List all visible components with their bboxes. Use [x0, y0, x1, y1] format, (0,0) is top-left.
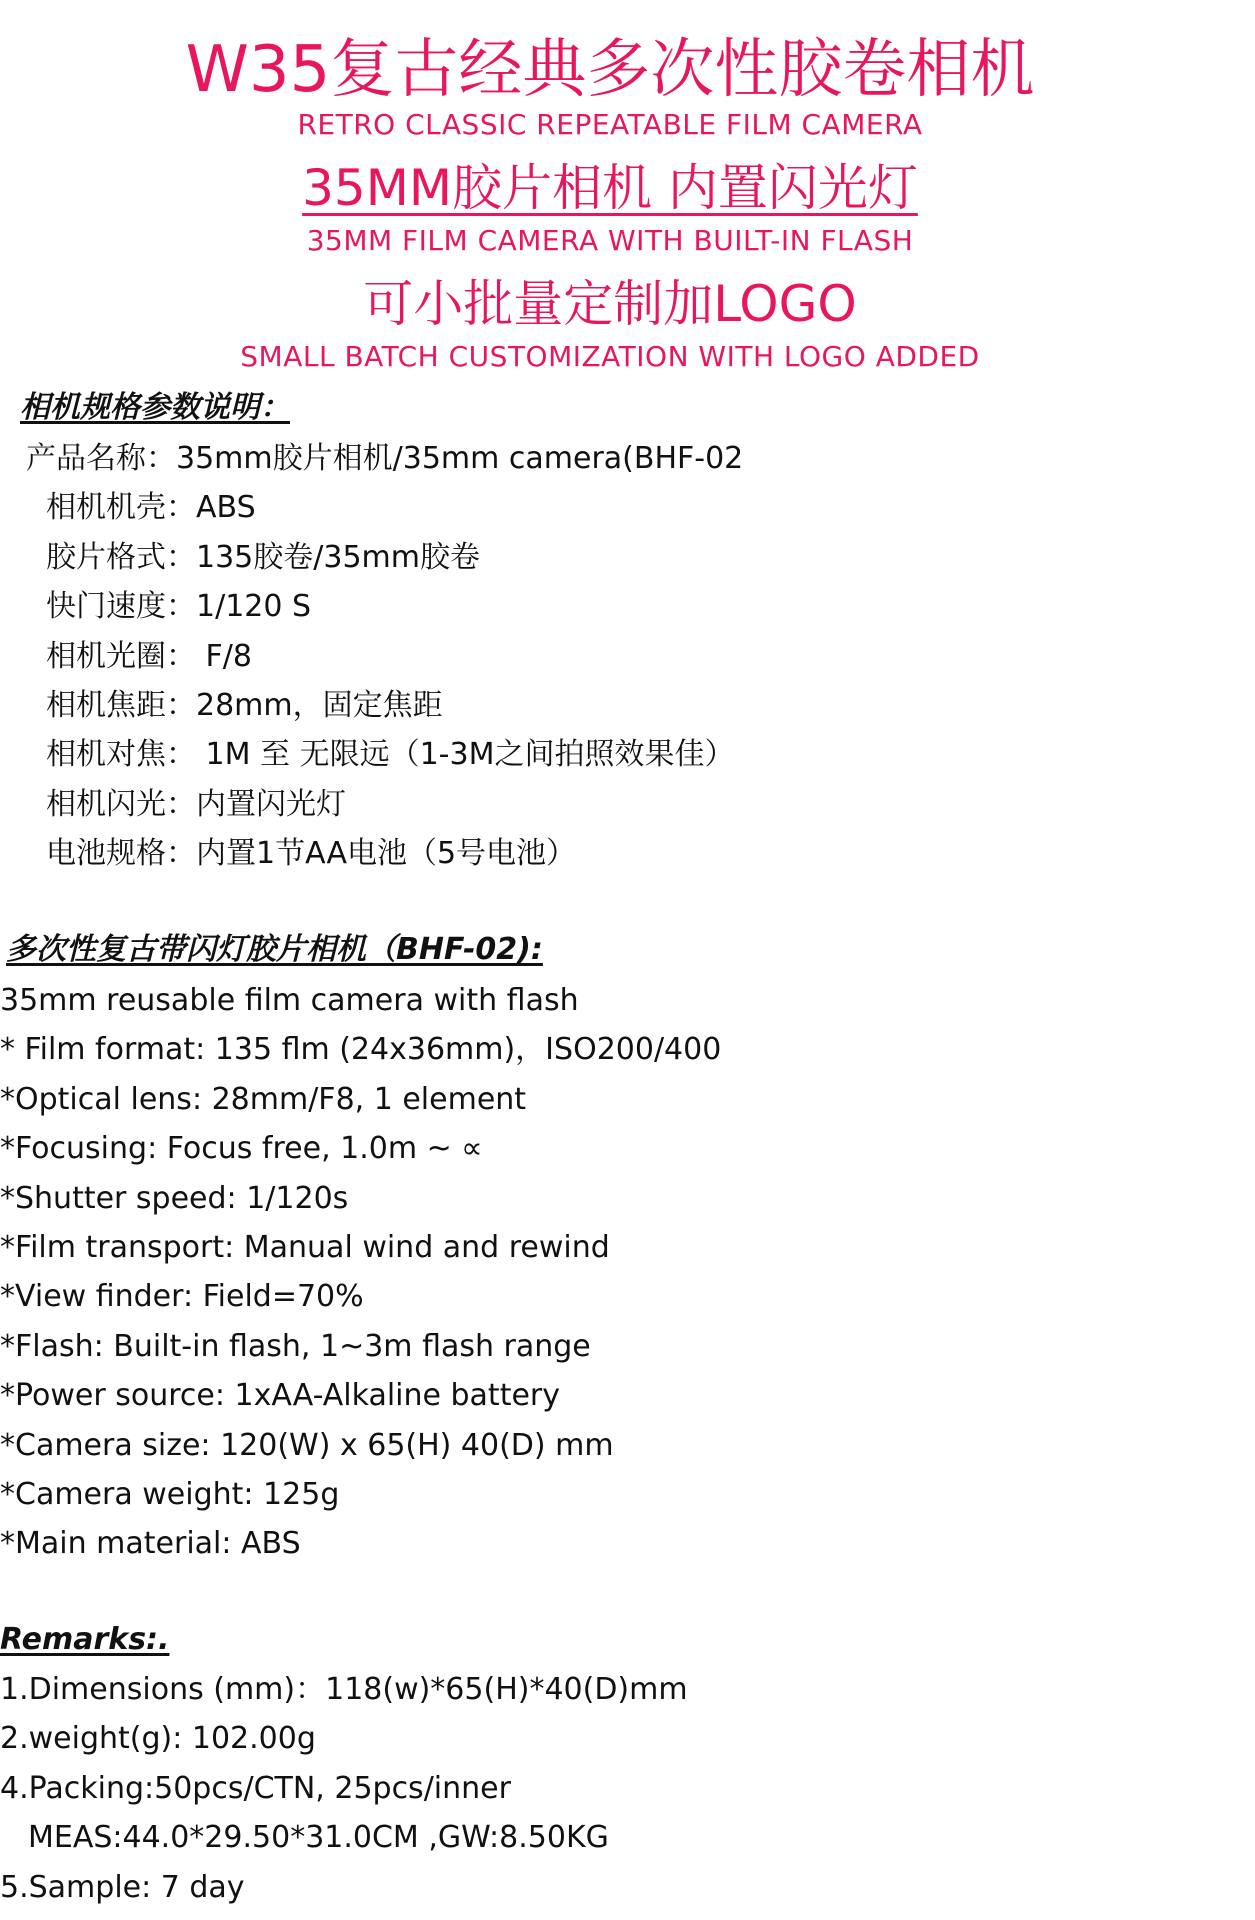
en-section-heading: 多次性复古带闪灯胶片相机（BHF-02): [6, 932, 543, 967]
spec-label: 快门速度： [46, 589, 196, 625]
spec-item-shell [26, 483, 743, 532]
remarks-line: 1.Dimensions (mm)：118(w)*65(H)*40(D)mm [0, 1672, 688, 1707]
en-spec-line: *Shutter speed: 1/120s [0, 1180, 349, 1216]
spec-item-shutter-speed [26, 582, 743, 631]
customization-cn: 可小批量定制加LOGO [363, 275, 857, 333]
spec-item-focal-length [26, 681, 743, 730]
spec-value: 内置1节AA电池（5号电池） [196, 836, 577, 872]
spec-value: 1M 至 无限远（1-3M之间拍照效果佳） [196, 737, 735, 773]
spec-label: 相机焦距： [46, 687, 196, 723]
en-spec-line: *Main material: ABS [0, 1526, 301, 1562]
en-spec-line: *Power source: 1xAA-Alkaline battery [0, 1378, 560, 1414]
en-spec-line: *View finder: Field=70% [0, 1279, 364, 1315]
spec-value: 1/120 S [196, 589, 312, 625]
en-spec-line: *Camera size: 120(W) x 65(H) 40(D) mm [0, 1427, 614, 1463]
spec-value: 28mm，固定焦距 [196, 687, 443, 723]
subtitle-cn: 35MM胶片相机 内置闪光灯 [302, 159, 918, 217]
spec-item-flash [26, 780, 743, 829]
spec-label: 相机机壳： [46, 490, 196, 526]
en-spec-line: 35mm reusable film camera with flash [0, 983, 579, 1018]
spec-label: 相机光圈： [46, 638, 196, 674]
spec-item-battery [26, 829, 743, 878]
spec-item-film-format [26, 533, 743, 582]
en-spec-line: *Film transport: Manual wind and rewind [0, 1229, 610, 1265]
en-spec-line: * Film format: 135 flm (24x36mm)，ISO200/400 [0, 1032, 722, 1068]
en-spec-line: *Optical lens: 28mm/F8, 1 element [0, 1081, 527, 1117]
spec-value: 35mm胶片相机/35mm camera(BHF-02 [176, 441, 744, 476]
spec-label: 电池规格： [46, 836, 196, 872]
remarks-line: 4.Packing:50pcs/CTN, 25pcs/inner [0, 1770, 511, 1806]
spec-label: 相机对焦： [46, 737, 196, 773]
en-spec-line: *Camera weight: 125g [0, 1476, 340, 1512]
spec-section-heading: 相机规格参数说明： [20, 390, 290, 425]
spec-label: 产品名称： [26, 441, 176, 476]
customization-en: SMALL BATCH CUSTOMIZATION WITH LOGO ADDED [240, 340, 980, 373]
remarks-line: 5.Sample: 7 day [0, 1869, 245, 1905]
remarks-line: MEAS:44.0*29.50*31.0CM ,GW:8.50KG [28, 1820, 609, 1856]
subtitle-en: 35MM FILM CAMERA WITH BUILT-IN FLASH [306, 224, 914, 257]
spec-item-aperture [26, 632, 743, 681]
spec-value: F/8 [196, 638, 252, 674]
page-title-en: RETRO CLASSIC REPEATABLE FILM CAMERA [297, 108, 923, 141]
remarks-list [0, 1665, 688, 1912]
spec-item-product-name [26, 434, 743, 483]
spec-value: 内置闪光灯 [196, 786, 346, 822]
spec-item-focus [26, 730, 743, 779]
spec-list [26, 434, 743, 879]
remarks-heading: Remarks:. [0, 1622, 170, 1657]
remarks-line: 2.weight(g): 102.00g [0, 1721, 316, 1757]
en-spec-line: *Focusing: Focus free, 1.0m ~ ∝ [0, 1131, 483, 1167]
en-spec-line: *Flash: Built-in flash, 1~3m flash range [0, 1328, 591, 1364]
en-spec-list [0, 976, 721, 1569]
spec-label: 胶片格式： [46, 539, 196, 575]
spec-label: 相机闪光： [46, 786, 196, 822]
spec-value: ABS [196, 490, 256, 526]
page-title: W35复古经典多次性胶卷相机 [185, 33, 1035, 107]
spec-value: 135胶卷/35mm胶卷 [196, 539, 480, 575]
